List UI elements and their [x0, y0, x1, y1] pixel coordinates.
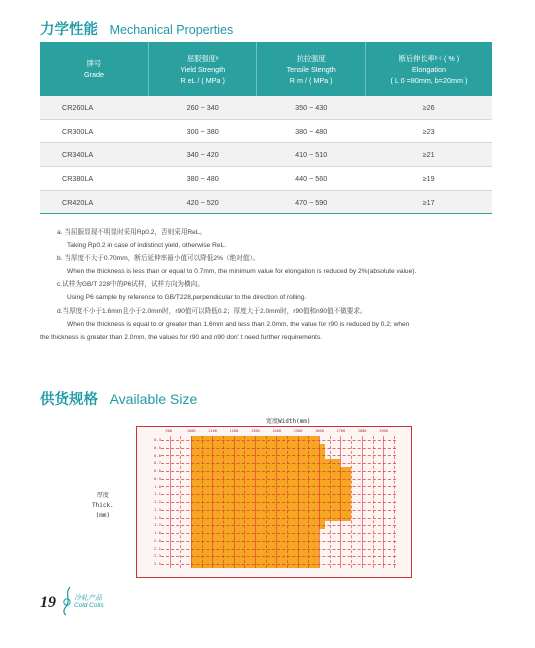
grid-row-line [161, 541, 396, 542]
mechanical-title-cn: 力学性能 [40, 22, 98, 38]
y-tick-label: 1.8 [154, 530, 161, 536]
tensile-cell: 470 ~ 590 [257, 190, 365, 214]
y-tick-label: 2.5 [154, 561, 161, 567]
elongation-cell: ≥17 [365, 190, 492, 214]
grid-row-line [161, 448, 396, 449]
note-d-en-2: the thickness is greater than 2.0mm, the values for r90 and n90 don' t need further requirements. [40, 333, 323, 341]
x-tick-label: 1200 [229, 429, 239, 433]
available-section-title [40, 388, 197, 409]
y-tick-label: 2.3 [154, 553, 161, 559]
x-tick-label: 900 [165, 429, 173, 433]
y-tick-label: 0.8 [154, 468, 161, 474]
grid-row-line [161, 525, 396, 526]
grid-column-line [191, 436, 192, 568]
y-tick-label: 1.3 [154, 506, 161, 512]
grid-column-line [308, 436, 309, 568]
grade-cell: CR420LA [40, 190, 148, 214]
grid-column-line [351, 436, 352, 568]
grid-column-line [319, 436, 320, 568]
grade-cell: CR380LA [40, 167, 148, 191]
y-tick-label: 0.7 [154, 460, 161, 466]
header-yield: 屈服强度ᵃ Yield Strength R eL / ( MPa ) [148, 42, 256, 96]
grid-column-line [383, 436, 384, 568]
y-tick-label: 1.2 [154, 499, 161, 505]
grid-column-line [330, 436, 331, 568]
grid-row-line [161, 455, 396, 456]
size-grid [151, 429, 398, 570]
x-tick-label: 1300 [251, 429, 260, 433]
grid-row-line [161, 533, 396, 534]
grid-column-line [394, 436, 395, 568]
table-row [40, 143, 492, 167]
y-tick-label: 0.5 [154, 444, 161, 450]
grid-row-line [161, 440, 396, 441]
mechanical-title-en: Mechanical Properties [109, 23, 234, 37]
footer-label-cn: 冷轧产品 [74, 594, 102, 602]
x-tick-label: 1800 [357, 429, 367, 433]
grid-column-line [244, 436, 245, 568]
table-row [40, 96, 492, 119]
elongation-cell: ≥21 [365, 143, 492, 167]
x-tick-label: 1600 [315, 429, 324, 433]
y-tick-label: 1.5 [154, 514, 161, 520]
grid-column-line [362, 436, 363, 568]
mechanical-section-title [40, 18, 233, 39]
note-d-cn: d.当厚度不小于1.6mm且小于2.0mm时，r90值可以降低0.2；厚度大于2.0mm时，r90值和n90值不做要求。 [57, 307, 367, 315]
grid-row-line [161, 502, 396, 503]
grid-column-line [373, 436, 374, 568]
grid-row-line [161, 486, 396, 487]
grid-column-line [223, 436, 224, 568]
y-tick-label: 0.6 [154, 452, 161, 458]
y-tick-label: 1.1 [154, 491, 161, 497]
grade-cell: CR300LA [40, 119, 148, 143]
grid-column-line [298, 436, 299, 568]
elongation-cell: ≥26 [365, 96, 492, 119]
grid-row-line [161, 494, 396, 495]
grid-column-line [287, 436, 288, 568]
available-title-cn: 供货规格 [40, 392, 98, 408]
x-tick-label: 1700 [336, 429, 346, 433]
note-c-en: Using P6 sample by reference to GB/T228,perpendicular to the direction of rolling. [67, 294, 307, 302]
grid-column-line [276, 436, 277, 568]
tensile-cell: 380 ~ 480 [257, 119, 365, 143]
grid-column-line [180, 436, 181, 568]
header-grade: 牌号 Grade [40, 42, 148, 96]
grid-row-line [161, 479, 396, 480]
footer-label-en: Cold Coils [74, 602, 104, 609]
y-tick-label: 2.1 [154, 545, 161, 551]
x-tick-label: 1000 [186, 429, 196, 433]
swirl-logo-icon [60, 586, 74, 616]
y-tick-label: 0.3 [154, 437, 161, 442]
note-a-en: Taking Rp0.2 in case of indistinct yield, otherwise ReL. [67, 242, 227, 250]
yield-cell: 340 ~ 420 [148, 143, 256, 167]
header-tensile: 抗拉强度 Tensile Stength R m / ( MPa ) [257, 42, 365, 96]
tensile-cell: 350 ~ 430 [257, 96, 365, 119]
grid-row-line [161, 510, 396, 511]
grid-row-line [161, 564, 396, 565]
grid-column-line [234, 436, 235, 568]
elongation-cell: ≥19 [365, 167, 492, 191]
note-b-en: When the thickness is less than or equal to 0.7mm, the minimum value for elongation is reduced by 2%(absolute value). [67, 268, 417, 276]
grid-column-line [170, 436, 171, 568]
tensile-cell: 440 ~ 560 [257, 167, 365, 191]
header-elongation: 断后伸长率ᵇ ᶜ ( % ) Elongation ( L 0 =80mm, b=20mm ) [365, 42, 492, 96]
footnotes [40, 226, 495, 344]
chart-x-title: 宽度Width(mm) [266, 418, 311, 425]
grid-row-line [161, 463, 396, 464]
x-tick-label: 1100 [208, 429, 217, 433]
table-row [40, 190, 492, 214]
table-row [40, 119, 492, 143]
yield-cell: 300 ~ 380 [148, 119, 256, 143]
grid-column-line [202, 436, 203, 568]
y-tick-label: 1.7 [154, 522, 161, 528]
grid-column-line [340, 436, 341, 568]
elongation-cell: ≥23 [365, 119, 492, 143]
grade-cell: CR340LA [40, 143, 148, 167]
yield-cell: 380 ~ 480 [148, 167, 256, 191]
note-b-cn: b. 当厚度不大于0.70mm，断后延伸率最小值可以降低2%（绝对值）。 [57, 255, 260, 263]
yield-cell: 420 ~ 520 [148, 190, 256, 214]
note-c-cn: c.试样为GB/T 228中的P6试样，试样方向为横向。 [57, 281, 204, 289]
note-a-cn: a. 当屈服显现不明显时采用Rp0.2，否则采用ReL。 [57, 229, 207, 236]
grid-row-line [161, 518, 396, 519]
grade-cell: CR260LA [40, 96, 148, 119]
y-tick-label: 2.0 [154, 537, 161, 543]
y-tick-label: 1.0 [154, 483, 161, 489]
mechanical-properties-table [40, 42, 492, 214]
page-number: 19 [40, 594, 56, 611]
grid-row-line [161, 556, 396, 557]
grid-column-line [266, 436, 267, 568]
tensile-cell: 410 ~ 510 [257, 143, 365, 167]
grid-row-line [161, 471, 396, 472]
x-tick-label: 1500 [293, 429, 303, 433]
yield-cell: 260 ~ 340 [148, 96, 256, 119]
grid-row-line [161, 549, 396, 550]
x-tick-label: 1900 [379, 429, 388, 433]
grid-column-line [255, 436, 256, 568]
y-tick-label: 0.9 [154, 475, 161, 481]
available-title-en: Available Size [109, 391, 198, 407]
chart-y-title: 厚度 Thick. (mm) [92, 492, 114, 519]
x-tick-label: 1400 [272, 429, 282, 433]
grid-column-line [212, 436, 213, 568]
table-row [40, 167, 492, 191]
note-d-en-1: When the thickness is equal to or greater than 1.6mm and less than 2.0mm, the value for r90 is reduced by 0.2; when [67, 320, 410, 328]
